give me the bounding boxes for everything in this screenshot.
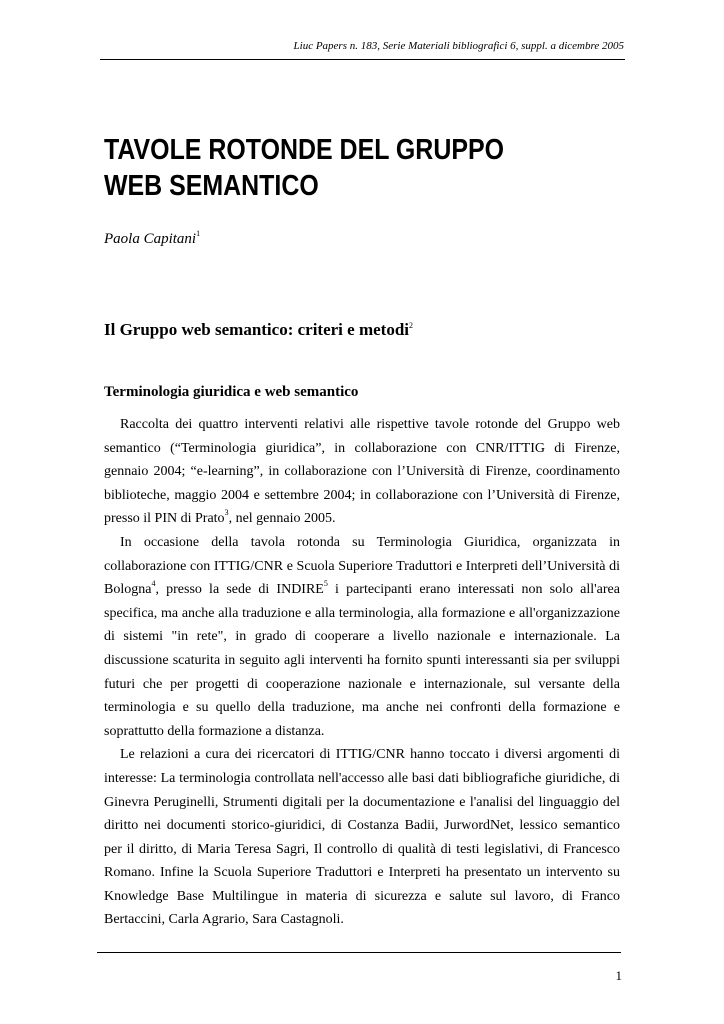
body-text <box>104 413 620 932</box>
footnote-ref-4: 4 <box>151 579 156 589</box>
paragraph-2 <box>104 531 620 743</box>
section-heading-text: Il Gruppo web semantico: criteri e metodi <box>104 320 409 339</box>
paragraph-1-text: Raccolta dei quattro interventi relativi alle rispettive tavole rotonde del Gruppo web semantico (“Terminologia giuridica”, in collaborazione con CNR/ITTIG di Firenze, gennaio 2004; “e-learning”, in collaborazione con l’Università di Firenze, coordinamento biblioteche, maggio 2004 e settembre 2004; in collaborazione con l’Università di Firenze, presso il PIN di Prato <box>104 417 620 527</box>
section-heading <box>104 320 413 340</box>
paragraph-2-text-end: i partecipanti erano interessati non solo all'area specifica, ma anche alla traduzione e alla terminologia, alla formazione e all'organizzazione di sistemi "in rete", in grado di cooperare a livello nazionale e internazionale. La discussione scaturita in seguito agli interventi ha fornito spunti interessanti sia per sviluppi futuri che per progetti di cooperazione nazionale e internazionale, sul versante della terminologia e su quello della traduzione, ma anche nei confronti della formazione e soprattutto della formazione a distanza. <box>104 582 620 739</box>
header-rule <box>100 59 625 60</box>
author-line <box>104 231 200 248</box>
document-title: TAVOLE ROTONDE DEL GRUPPO WEB SEMANTICO <box>104 134 505 202</box>
footnote-ref-5: 5 <box>323 579 328 589</box>
running-header: Liuc Papers n. 183, Serie Materiali bibliografici 6, suppl. a dicembre 2005 <box>293 40 624 52</box>
paragraph-1-text-end: , nel gennaio 2005. <box>228 511 336 527</box>
footer-rule <box>97 952 621 953</box>
footnote-ref-2: 2 <box>409 321 413 330</box>
page-number: 1 <box>615 968 622 983</box>
paragraph-2-text: In occasione della tavola rotonda su Terminologia Giuridica, organizzata in collaborazione con ITTIG/CNR e Scuola Superiore Traduttori e Interpreti dell’Università di Bologna <box>104 534 620 598</box>
subsection-heading: Terminologia giuridica e web semantico <box>104 384 359 400</box>
paragraph-3: Le relazioni a cura dei ricercatori di ITTIG/CNR hanno toccato i diversi argomenti di interesse: La terminologia controllata nell'accesso alle basi dati bibliografiche giuridiche, di Ginevra Peruginelli, Strumenti digitali per la documentazione e l'analisi del linguaggio del diritto nei documenti storico-giuridici, di Costanza Badii, JurwordNet, lessico semantico per il diritto, di Maria Teresa Sagri, Il controllo di qualità di testi legislativi, di Francesco Romano. Infine la Scuola Superiore Traduttori e Interpreti ha presentato un intervento su Knowledge Base Multilingue in materia di sicurezza e salute sul lavoro, di Franco Bertaccini, Carla Agrario, Sara Castagnoli. <box>104 747 620 928</box>
paragraph-1 <box>104 413 620 531</box>
footnote-ref-3: 3 <box>224 508 229 518</box>
author-name: Paola Capitani <box>104 231 197 247</box>
footnote-ref-1: 1 <box>196 229 201 238</box>
paragraph-2-text-mid: , presso la sede di INDIRE <box>155 582 324 598</box>
